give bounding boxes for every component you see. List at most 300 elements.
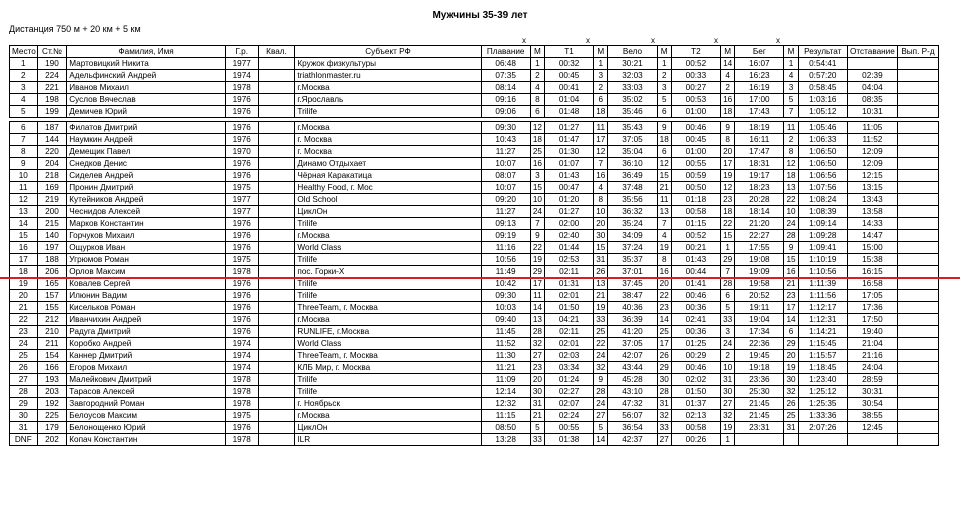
table-cell: 36:39 — [608, 314, 657, 326]
table-cell: 1:12:31 — [798, 314, 847, 326]
column-header: Субъект РФ — [295, 46, 481, 58]
table-cell — [897, 230, 938, 242]
table-row — [10, 242, 939, 254]
table-cell: 2 — [594, 82, 608, 94]
table-cell: 43:44 — [608, 362, 657, 374]
table-cell: 11 — [594, 122, 608, 134]
table-cell: 1:06:50 — [798, 158, 847, 170]
table-cell: 1976 — [225, 314, 258, 326]
table-cell — [897, 94, 938, 106]
table-cell: 01:44 — [545, 242, 594, 254]
table-cell: 12:09 — [847, 146, 897, 158]
table-cell: 1:23:40 — [798, 374, 847, 386]
table-cell: 01:48 — [545, 106, 594, 118]
table-cell: Каннер Дмитрий — [67, 350, 226, 362]
table-cell: 1:03:16 — [798, 94, 847, 106]
table-cell — [258, 70, 295, 82]
table-cell — [897, 398, 938, 410]
table-cell: 02:41 — [671, 314, 720, 326]
table-cell: 41:20 — [608, 326, 657, 338]
table-cell: 2 — [784, 134, 798, 146]
table-cell — [897, 146, 938, 158]
table-cell: 24 — [720, 338, 734, 350]
table-cell: 02:27 — [545, 386, 594, 398]
table-cell: 11:16 — [481, 242, 530, 254]
table-cell: 30 — [10, 410, 38, 422]
table-cell: 5 — [594, 422, 608, 434]
table-cell: 19:11 — [735, 302, 784, 314]
table-cell: 199 — [37, 106, 67, 118]
table-cell: 1 — [10, 58, 38, 70]
table-cell: 1 — [784, 58, 798, 70]
table-cell: 1 — [594, 58, 608, 70]
table-row — [10, 386, 939, 398]
table-cell — [897, 82, 938, 94]
table-cell — [258, 254, 295, 266]
table-cell: Егоров Михаил — [67, 362, 226, 374]
table-row — [10, 134, 939, 146]
table-cell: 16:11 — [735, 134, 784, 146]
table-cell: Наумкин Андрей — [67, 134, 226, 146]
table-cell: 3 — [657, 82, 671, 94]
table-cell: Trilife — [295, 218, 481, 230]
table-cell: 18:19 — [735, 122, 784, 134]
table-cell: 23 — [720, 194, 734, 206]
table-cell: 16:15 — [847, 266, 897, 278]
table-cell: 25 — [594, 326, 608, 338]
table-cell: 30 — [530, 386, 544, 398]
table-cell: 31 — [10, 422, 38, 434]
table-cell: 215 — [37, 218, 67, 230]
table-cell: 4 — [594, 182, 608, 194]
table-cell: 02:11 — [545, 266, 594, 278]
table-cell: Горчуков Михаил — [67, 230, 226, 242]
table-cell: 7 — [784, 106, 798, 118]
table-cell: 6 — [657, 146, 671, 158]
table-row — [10, 266, 939, 278]
table-cell: 16 — [657, 266, 671, 278]
table-cell: 33 — [530, 434, 544, 446]
table-cell: 1978 — [225, 398, 258, 410]
table-row — [10, 230, 939, 242]
table-cell: 1:09:41 — [798, 242, 847, 254]
table-cell — [258, 314, 295, 326]
table-cell: 17 — [720, 158, 734, 170]
table-cell: 30 — [594, 230, 608, 242]
table-cell: 21 — [10, 302, 38, 314]
table-cell: 21 — [530, 410, 544, 422]
table-cell: 1:06:50 — [798, 146, 847, 158]
table-cell: 1 — [720, 242, 734, 254]
table-cell: 20 — [657, 278, 671, 290]
table-cell: 35:04 — [608, 146, 657, 158]
table-cell: 1976 — [225, 242, 258, 254]
table-cell: Суслов Вячеслав — [67, 94, 226, 106]
table-cell: 4 — [657, 230, 671, 242]
column-header: М — [657, 46, 671, 58]
table-cell: 00:36 — [671, 302, 720, 314]
column-header: Место — [10, 46, 38, 58]
table-row — [10, 182, 939, 194]
table-cell: 15:00 — [847, 242, 897, 254]
table-cell: 37:01 — [608, 266, 657, 278]
table-cell: Trilife — [295, 254, 481, 266]
table-cell: 19 — [657, 242, 671, 254]
table-cell: 219 — [37, 194, 67, 206]
table-cell: ThreeTeam, г. Москва — [295, 302, 481, 314]
table-cell: 17:50 — [847, 314, 897, 326]
table-cell: 10 — [10, 170, 38, 182]
table-cell: 35:02 — [608, 94, 657, 106]
table-row — [10, 106, 939, 118]
table-cell: Орлов Максим — [67, 266, 226, 278]
table-cell: 1:10:56 — [798, 266, 847, 278]
table-cell: 36:32 — [608, 206, 657, 218]
table-cell: 25:30 — [735, 386, 784, 398]
table-cell: 10 — [530, 194, 544, 206]
table-cell: 00:52 — [671, 58, 720, 70]
table-cell: 218 — [37, 170, 67, 182]
table-row — [10, 338, 939, 350]
table-cell: 16 — [10, 242, 38, 254]
table-cell — [897, 182, 938, 194]
table-cell: 1975 — [225, 182, 258, 194]
table-cell — [798, 434, 847, 446]
table-cell — [258, 218, 295, 230]
table-cell: 7 — [10, 134, 38, 146]
table-cell: 157 — [37, 290, 67, 302]
table-cell: 01:43 — [545, 170, 594, 182]
table-cell: 16:23 — [735, 70, 784, 82]
table-cell: 1:09:28 — [798, 230, 847, 242]
table-cell: 30:31 — [847, 386, 897, 398]
table-cell: 29 — [657, 362, 671, 374]
table-cell — [258, 146, 295, 158]
table-cell — [897, 122, 938, 134]
table-cell: 221 — [37, 82, 67, 94]
table-cell: 5 — [10, 106, 38, 118]
table-cell: 3 — [10, 82, 38, 94]
table-cell: ILR — [295, 434, 481, 446]
table-row — [10, 58, 939, 70]
table-cell: 28 — [594, 386, 608, 398]
table-cell: 1:05:12 — [798, 106, 847, 118]
table-cell — [258, 182, 295, 194]
table-cell: 21:20 — [735, 218, 784, 230]
table-row — [10, 350, 939, 362]
table-row — [10, 70, 939, 82]
table-cell: 13:58 — [847, 206, 897, 218]
table-cell: ЦиклОн — [295, 422, 481, 434]
table-cell: 1:07:56 — [798, 182, 847, 194]
table-cell: 15 — [657, 170, 671, 182]
table-cell: 1:18:45 — [798, 362, 847, 374]
table-cell: Кисельков Роман — [67, 302, 226, 314]
table-cell — [897, 134, 938, 146]
table-cell: 35:43 — [608, 122, 657, 134]
table-cell: 16:19 — [735, 82, 784, 94]
table-cell: 188 — [37, 254, 67, 266]
table-cell: 19:18 — [735, 362, 784, 374]
table-cell: 19:09 — [735, 266, 784, 278]
table-cell: 10:43 — [481, 134, 530, 146]
table-cell: 04:21 — [545, 314, 594, 326]
table-cell: 42:07 — [608, 350, 657, 362]
table-cell — [258, 194, 295, 206]
table-cell: 38:55 — [847, 410, 897, 422]
table-cell: 16:07 — [735, 58, 784, 70]
table-cell: 02:53 — [545, 254, 594, 266]
table-cell: 19 — [10, 278, 38, 290]
table-cell: 12 — [657, 158, 671, 170]
table-cell: Trilife — [295, 278, 481, 290]
table-cell: 4 — [10, 94, 38, 106]
table-cell — [897, 194, 938, 206]
table-cell: 25 — [784, 410, 798, 422]
table-cell — [897, 338, 938, 350]
table-cell: 0:57:20 — [798, 70, 847, 82]
table-cell: World Class — [295, 242, 481, 254]
table-row — [10, 122, 939, 134]
qualification-cutoff-line — [0, 277, 960, 279]
column-header: Вело — [608, 46, 657, 58]
table-cell: 10:56 — [481, 254, 530, 266]
table-cell: 13 — [657, 206, 671, 218]
table-cell: КЛБ Мир, г. Москва — [295, 362, 481, 374]
table-cell — [897, 70, 938, 82]
table-cell: 06:48 — [481, 58, 530, 70]
table-cell: 10:03 — [481, 302, 530, 314]
table-cell: 1976 — [225, 326, 258, 338]
table-cell: Демичев Юрий — [67, 106, 226, 118]
table-cell: 24 — [784, 218, 798, 230]
table-cell: 42:37 — [608, 434, 657, 446]
table-cell: 8 — [784, 146, 798, 158]
table-cell: 28 — [657, 386, 671, 398]
table-cell: 10 — [720, 362, 734, 374]
table-cell — [258, 386, 295, 398]
table-cell: 00:29 — [671, 350, 720, 362]
table-cell: 01:31 — [545, 278, 594, 290]
table-cell: Снедков Денис — [67, 158, 226, 170]
table-cell: 1976 — [225, 278, 258, 290]
table-cell: 19:04 — [735, 314, 784, 326]
table-cell: 12 — [784, 158, 798, 170]
table-cell: 31 — [657, 398, 671, 410]
table-row — [10, 94, 939, 106]
table-cell — [897, 278, 938, 290]
table-cell: 4 — [530, 82, 544, 94]
column-header: Т2 — [671, 46, 720, 58]
column-markers — [9, 36, 939, 45]
table-cell: 17 — [10, 254, 38, 266]
table-cell — [258, 230, 295, 242]
table-cell: 7 — [657, 218, 671, 230]
table-cell: 2 — [657, 70, 671, 82]
table-cell: Сиделев Андрей — [67, 170, 226, 182]
table-cell: 19:58 — [735, 278, 784, 290]
table-cell: 5 — [530, 422, 544, 434]
table-cell — [897, 170, 938, 182]
table-cell: 11 — [10, 182, 38, 194]
table-cell: 30 — [720, 386, 734, 398]
table-cell — [897, 242, 938, 254]
table-cell: 02:40 — [545, 230, 594, 242]
table-cell: 27 — [10, 374, 38, 386]
table-cell: 56:07 — [608, 410, 657, 422]
table-cell: 08:07 — [481, 170, 530, 182]
table-cell — [897, 350, 938, 362]
table-cell: 08:35 — [847, 94, 897, 106]
table-cell: 00:59 — [671, 170, 720, 182]
table-cell: 3 — [720, 326, 734, 338]
table-cell: 1:11:56 — [798, 290, 847, 302]
table-cell: 204 — [37, 158, 67, 170]
table-cell — [258, 398, 295, 410]
table-cell: 1:15:57 — [798, 350, 847, 362]
table-cell: 01:41 — [671, 278, 720, 290]
table-cell: 1977 — [225, 58, 258, 70]
table-cell: 1976 — [225, 302, 258, 314]
table-cell: 14 — [594, 434, 608, 446]
table-cell: Динамо Отдыхает — [295, 158, 481, 170]
table-cell: 15 — [720, 230, 734, 242]
table-cell: 09:06 — [481, 106, 530, 118]
table-cell: 1978 — [225, 434, 258, 446]
table-cell: 9 — [530, 230, 544, 242]
table-cell: 26 — [657, 350, 671, 362]
marker-run: x — [776, 36, 780, 45]
table-cell: 225 — [37, 410, 67, 422]
table-cell: 179 — [37, 422, 67, 434]
table-cell: 32 — [784, 386, 798, 398]
table-cell: Ощурков Иван — [67, 242, 226, 254]
table-cell: 23:36 — [735, 374, 784, 386]
table-cell: 1:05:46 — [798, 122, 847, 134]
table-cell — [847, 58, 897, 70]
table-cell: 09:20 — [481, 194, 530, 206]
table-cell — [258, 362, 295, 374]
table-cell — [258, 326, 295, 338]
table-cell: 17:43 — [735, 106, 784, 118]
table-cell: 02:00 — [545, 218, 594, 230]
table-cell: 18:31 — [735, 158, 784, 170]
table-cell: 02:07 — [545, 398, 594, 410]
table-cell: 1:12:17 — [798, 302, 847, 314]
table-cell: 12:09 — [847, 158, 897, 170]
table-cell: г.Москва — [295, 314, 481, 326]
table-cell: ThreeTeam, г. Москва — [295, 350, 481, 362]
table-cell: 02:13 — [671, 410, 720, 422]
table-cell: 8 — [657, 254, 671, 266]
table-cell: Адельфинский Андрей — [67, 70, 226, 82]
table-row — [10, 158, 939, 170]
table-cell: 20:52 — [735, 290, 784, 302]
table-cell: 1978 — [225, 386, 258, 398]
table-cell: Белонощенко Юрий — [67, 422, 226, 434]
table-row — [10, 170, 939, 182]
table-cell: 00:47 — [545, 182, 594, 194]
table-cell: 24 — [594, 350, 608, 362]
table-cell: 00:55 — [671, 158, 720, 170]
table-cell: 2 — [530, 70, 544, 82]
table-cell: 00:21 — [671, 242, 720, 254]
table-cell: 01:43 — [671, 254, 720, 266]
table-cell: 17:34 — [735, 326, 784, 338]
table-cell: 24 — [10, 338, 38, 350]
table-cell: 187 — [37, 122, 67, 134]
table-cell: г.Ярославль — [295, 94, 481, 106]
table-cell: 3 — [784, 82, 798, 94]
table-cell: 1976 — [225, 170, 258, 182]
table-cell — [258, 338, 295, 350]
table-cell: 210 — [37, 326, 67, 338]
column-header: Результат — [798, 46, 847, 58]
table-cell: Коробко Андрей — [67, 338, 226, 350]
table-cell: 02:03 — [545, 350, 594, 362]
table-cell: 35:56 — [608, 194, 657, 206]
table-cell: 13 — [10, 206, 38, 218]
table-cell: 19:08 — [735, 254, 784, 266]
table-cell — [258, 122, 295, 134]
table-cell: 22:27 — [735, 230, 784, 242]
table-cell: 17:05 — [847, 290, 897, 302]
marker-t1: x — [586, 36, 590, 45]
table-cell: Марков Константин — [67, 218, 226, 230]
table-cell: 00:50 — [671, 182, 720, 194]
table-cell: 02:01 — [545, 338, 594, 350]
table-cell: 1:25:12 — [798, 386, 847, 398]
table-cell: 09:40 — [481, 314, 530, 326]
table-cell: 00:46 — [671, 122, 720, 134]
table-cell: 12:45 — [847, 422, 897, 434]
table-cell: 22 — [657, 290, 671, 302]
table-cell: 30:21 — [608, 58, 657, 70]
table-cell — [897, 314, 938, 326]
table-cell: Демещик Павел — [67, 146, 226, 158]
table-cell: 01:27 — [545, 122, 594, 134]
table-cell: Чеснидов Алексей — [67, 206, 226, 218]
table-cell: 212 — [37, 314, 67, 326]
table-cell: 37:24 — [608, 242, 657, 254]
table-cell: 00:46 — [671, 362, 720, 374]
table-cell: Угрюмов Роман — [67, 254, 226, 266]
table-cell: 02:01 — [545, 290, 594, 302]
column-header: М — [530, 46, 544, 58]
table-cell: 11:52 — [481, 338, 530, 350]
column-header: Фамилия, Имя — [67, 46, 226, 58]
table-cell: г.Москва — [295, 122, 481, 134]
table-cell: 00:41 — [545, 82, 594, 94]
table-cell: 04:04 — [847, 82, 897, 94]
table-cell: 35:46 — [608, 106, 657, 118]
table-row — [10, 362, 939, 374]
table-cell: 01:00 — [671, 106, 720, 118]
table-cell: 15:38 — [847, 254, 897, 266]
table-cell: 7 — [530, 218, 544, 230]
table-cell: 21:45 — [735, 398, 784, 410]
table-cell: 1976 — [225, 158, 258, 170]
table-cell: 18 — [720, 106, 734, 118]
table-cell: г. Москва — [295, 146, 481, 158]
table-cell: 07:35 — [481, 70, 530, 82]
table-cell: 27 — [594, 410, 608, 422]
table-cell: Завгородний Роман — [67, 398, 226, 410]
table-row — [10, 398, 939, 410]
table-cell: 22 — [594, 338, 608, 350]
table-cell: 12:32 — [481, 398, 530, 410]
table-cell: 1:25:35 — [798, 398, 847, 410]
